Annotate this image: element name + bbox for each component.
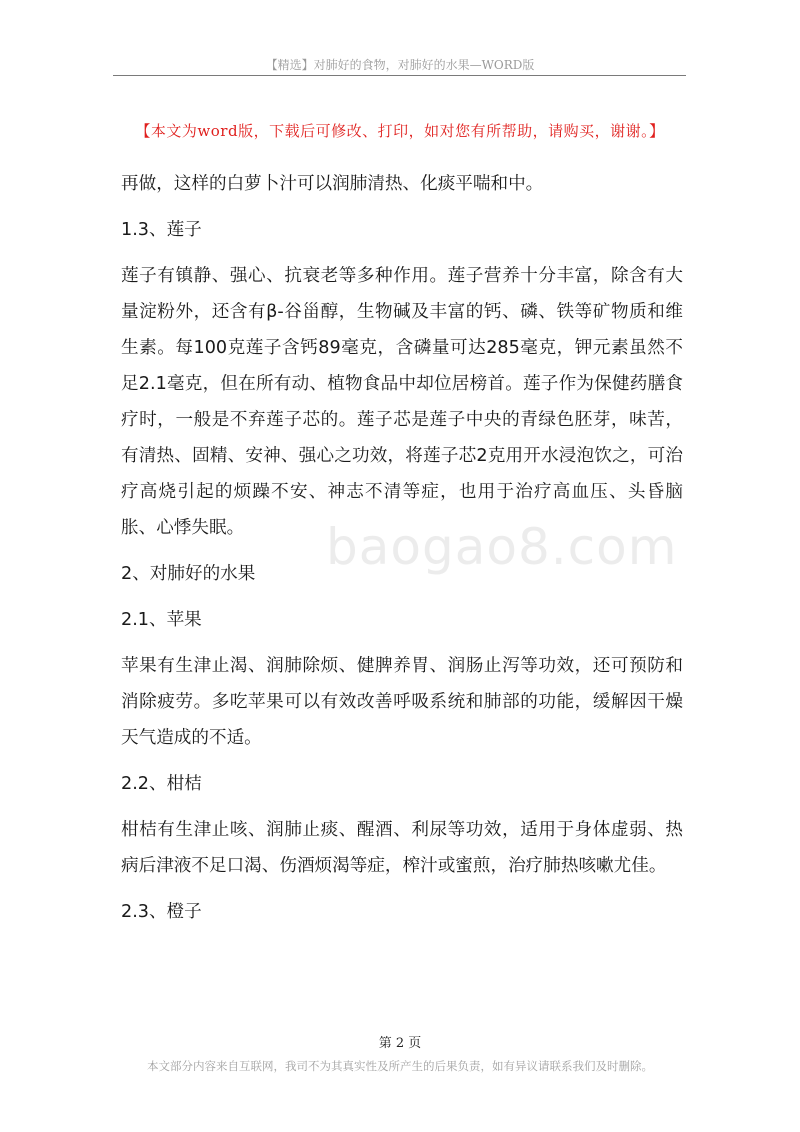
heading-tangerine: 2.2、柑桔 <box>121 774 202 794</box>
header-divider <box>113 75 686 76</box>
heading-lung-fruits: 2、对肺好的水果 <box>121 564 256 584</box>
footer-disclaimer: 本文部分内容来自互联网，我司不为其真实性及所产生的后果负责，如有异议请联系我们及时删除。 <box>147 1059 653 1073</box>
paragraph-radish: 再做，这样的白萝卜汁可以润肺清热、化痰平喘和中。 <box>121 174 544 194</box>
heading-lotus-seed: 1.3、莲子 <box>121 220 202 240</box>
purchase-notice: 【本文为word版，下载后可修改、打印，如对您有所帮助，请购买，谢谢。】 <box>135 122 665 140</box>
page-header-title: 【精选】对肺好的食物，对肺好的水果—WORD版 <box>265 58 535 72</box>
watermark: baogao8.com <box>326 518 678 576</box>
heading-apple: 2.1、苹果 <box>121 610 202 630</box>
paragraph-lotus-seed: 莲子有镇静、强心、抗衰老等多种作用。莲子营养十分丰富，除含有大量淀粉外，还含有β-谷甾醇，生物碱及丰富的钙、磷、铁等矿物质和维生素。每100克莲子含钙89毫克，含磷量可达285毫克，钾元素虽然不足2.1毫克，但在所有动、植物食品中却位居榜首。莲子作为保健药膳食疗时，一般是不弃莲子芯的。莲子芯是莲子中央的青绿色胚芽，味苦，有清热、固精、安神、强心之功效，将莲子芯2克用开水浸泡饮之，可治疗高烧引起的烦躁不安、神志不清等症，也用于治疗高血压、头昏脑胀、心悸失眠。 <box>121 266 683 538</box>
paragraph-tangerine: 柑桔有生津止咳、润肺止痰、醒酒、利尿等功效，适用于身体虚弱、热病后津液不足口渴、伤酒烦渴等症，榨汁或蜜煎，治疗肺热咳嗽尤佳。 <box>121 820 683 876</box>
page-number: 第 2 页 <box>378 1036 422 1051</box>
document-body <box>121 166 683 940</box>
heading-orange: 2.3、橙子 <box>121 902 202 922</box>
paragraph-apple: 苹果有生津止渴、润肺除烦、健脾养胃、润肠止泻等功效，还可预防和消除疲劳。多吃苹果可以有效改善呼吸系统和肺部的功能，缓解因干燥天气造成的不适。 <box>121 656 683 748</box>
